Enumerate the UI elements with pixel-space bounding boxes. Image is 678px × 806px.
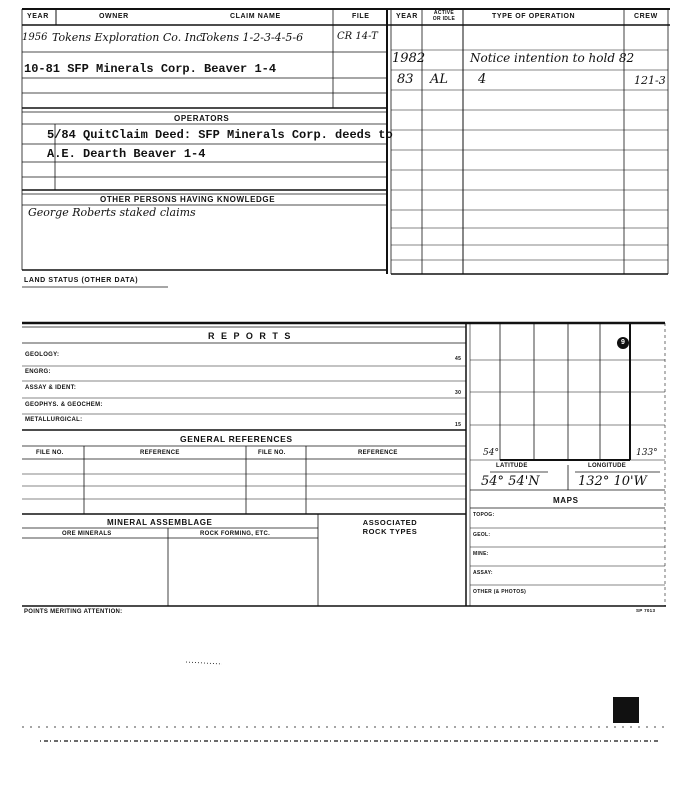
other-persons-title: OTHER PERSONS HAVING KNOWLEDGE <box>100 195 276 204</box>
report-assay-num: 30 <box>455 390 462 396</box>
col-file-no-1: FILE NO. <box>36 450 64 456</box>
owner-row-1-year: 1956 <box>22 32 48 43</box>
other-persons-line-1: George Roberts staked claims <box>28 206 196 219</box>
header-year-ops: YEAR <box>396 13 418 20</box>
owner-row-1-owner: Tokens Exploration Co. Inc. <box>52 31 206 44</box>
header-crew: CREW <box>634 13 658 20</box>
latitude-value: 54° 54'N <box>481 474 540 489</box>
operation-1-type: Notice intention to hold 82 <box>470 51 635 65</box>
report-assay: ASSAY & IDENT: <box>25 385 77 391</box>
report-metallurgical-num: 15 <box>455 422 462 428</box>
map-corner-left: 54° <box>483 448 499 458</box>
maps-mine: MINE: <box>473 551 489 557</box>
col-reference-1: REFERENCE <box>140 450 180 456</box>
longitude-value: 132° 10'W <box>578 474 647 489</box>
maps-geol: GEOL: <box>473 532 491 538</box>
general-references-title: GENERAL REFERENCES <box>180 434 293 444</box>
report-metallurgical: METALLURGICAL: <box>25 417 83 423</box>
rock-forming-label: ROCK FORMING, ETC. <box>200 531 271 537</box>
col-file-no-2: FILE NO. <box>258 450 286 456</box>
operators-line-2: A.E. Dearth Beaver 1-4 <box>47 147 206 161</box>
operators-line-1: 5/84 QuitClaim Deed: SFP Minerals Corp. deeds to <box>47 128 393 142</box>
owner-row-1-file: CR 14-T <box>337 31 378 42</box>
maps-assay: ASSAY: <box>473 570 493 576</box>
header-type-of-operation: TYPE OF OPERATION <box>492 13 576 20</box>
map-corner-right: 133° <box>636 448 658 458</box>
report-geophys: GEOPHYS. & GEOCHEM: <box>25 402 103 408</box>
maps-topog: TOPOG: <box>473 512 495 518</box>
report-engrg: ENGRG: <box>25 369 51 375</box>
header-active-idle: ACTIVE OR IDLE <box>432 10 456 22</box>
form-number: SP 7013 <box>636 608 656 613</box>
scan-blot <box>613 697 639 723</box>
points-meriting-attention: POINTS MERITING ATTENTION: <box>24 609 123 615</box>
owner-row-1-claim: Tokens 1-2-3-4-5-6 <box>200 31 304 44</box>
owner-row-2-text: 10-81 SFP Minerals Corp. Beaver 1-4 <box>24 62 277 76</box>
report-geology-num: 45 <box>455 356 462 362</box>
maps-title: MAPS <box>553 496 579 505</box>
map-marker: 9 <box>617 337 629 349</box>
operation-2-active: AL <box>430 72 449 87</box>
report-geology: GEOLOGY: <box>25 352 60 358</box>
header-year: YEAR <box>27 13 49 20</box>
operation-1-year: 1982 <box>392 51 426 66</box>
operators-title: OPERATORS <box>174 114 230 123</box>
mineral-assemblage-title: MINERAL ASSEMBLAGE <box>107 518 213 527</box>
header-claim-name: CLAIM NAME <box>230 13 281 20</box>
reports-title: R E P O R T S <box>208 331 293 341</box>
longitude-label: LONGITUDE <box>588 463 627 469</box>
header-owner: OWNER <box>99 13 129 20</box>
maps-other: OTHER (& PHOTOS) <box>473 589 527 595</box>
ore-minerals-label: ORE MINERALS <box>62 531 112 537</box>
land-status-label: LAND STATUS (OTHER DATA) <box>24 277 139 284</box>
operation-2-type: 4 <box>478 72 487 87</box>
operation-2-crew: 121-3 <box>634 74 666 87</box>
associated-rock-types-label: ASSOCIATED ROCK TYPES <box>362 518 418 536</box>
operation-2-year: 83 <box>397 72 414 87</box>
latitude-label: LATITUDE <box>496 463 528 469</box>
header-file: FILE <box>352 13 370 20</box>
col-reference-2: REFERENCE <box>358 450 398 456</box>
